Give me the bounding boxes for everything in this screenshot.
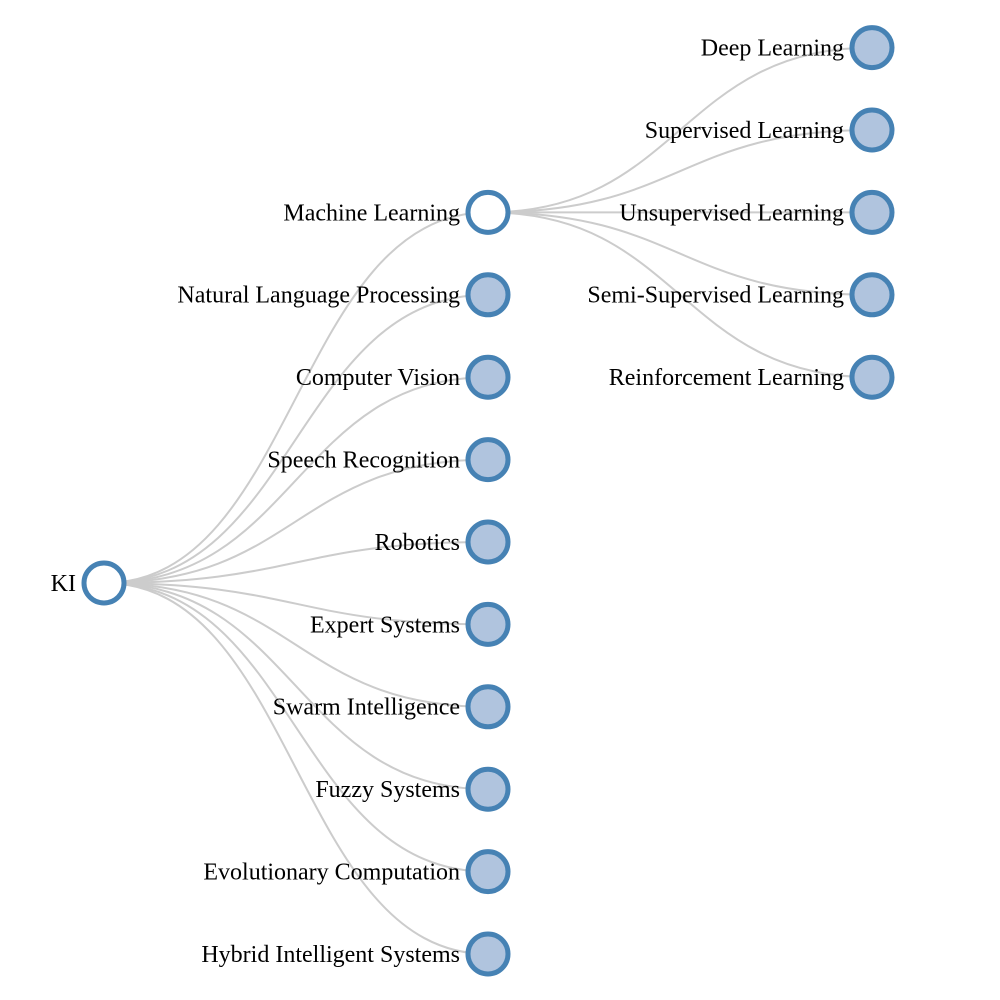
node-label-unsupervised-learning: Unsupervised Learning — [619, 200, 844, 227]
tree-link-swarm-intelligence — [104, 583, 488, 707]
node-label-natural-language-processing: Natural Language Processing — [177, 282, 460, 309]
tree-node-supervised-learning — [645, 110, 892, 150]
tree-link-speech-recognition — [104, 460, 488, 583]
node-label-robotics: Robotics — [374, 529, 460, 556]
node-label-speech-recognition: Speech Recognition — [267, 447, 460, 474]
node-label-supervised-learning: Supervised Learning — [644, 117, 844, 144]
node-circle-evolutionary-computation[interactable] — [468, 852, 508, 892]
tree-node-expert-systems — [310, 604, 508, 644]
node-label-swarm-intelligence: Swarm Intelligence — [272, 694, 460, 721]
tree-node-robotics — [375, 522, 508, 562]
node-label-semi-supervised-learning: Semi-Supervised Learning — [587, 282, 844, 309]
node-label-hybrid-intelligent-systems: Hybrid Intelligent Systems — [201, 941, 460, 968]
node-circle-swarm-intelligence[interactable] — [468, 687, 508, 727]
tree-link-machine-learning — [104, 212, 488, 583]
node-circle-deep-learning[interactable] — [852, 28, 892, 68]
tree-node-hybrid-intelligent-systems — [201, 934, 508, 974]
node-circle-computer-vision[interactable] — [468, 357, 508, 397]
node-label-evolutionary-computation: Evolutionary Computation — [203, 859, 460, 886]
node-label-ki: KI — [50, 570, 76, 597]
node-circle-ki[interactable] — [84, 563, 124, 603]
node-circle-hybrid-intelligent-systems[interactable] — [468, 934, 508, 974]
node-circle-robotics[interactable] — [468, 522, 508, 562]
tree-node-natural-language-processing — [177, 275, 508, 315]
node-label-machine-learning: Machine Learning — [283, 200, 460, 227]
node-label-fuzzy-systems: Fuzzy Systems — [315, 777, 460, 804]
node-circle-machine-learning[interactable] — [468, 192, 508, 232]
tree-node-unsupervised-learning — [619, 192, 892, 232]
tree-link-hybrid-intelligent-systems — [104, 583, 488, 954]
tree-nodes-layer — [51, 28, 892, 974]
tree-node-deep-learning — [701, 28, 892, 68]
node-circle-semi-supervised-learning[interactable] — [852, 275, 892, 315]
tree-links-layer — [104, 48, 872, 954]
node-circle-speech-recognition[interactable] — [468, 440, 508, 480]
node-label-expert-systems: Expert Systems — [310, 612, 460, 639]
node-circle-reinforcement-learning[interactable] — [852, 357, 892, 397]
node-circle-expert-systems[interactable] — [468, 604, 508, 644]
node-circle-natural-language-processing[interactable] — [468, 275, 508, 315]
node-label-computer-vision: Computer Vision — [295, 365, 460, 392]
tree-node-evolutionary-computation — [203, 852, 508, 892]
tree-node-machine-learning — [283, 192, 508, 232]
node-circle-unsupervised-learning[interactable] — [852, 192, 892, 232]
node-circle-fuzzy-systems[interactable] — [468, 769, 508, 809]
node-circle-supervised-learning[interactable] — [852, 110, 892, 150]
node-label-deep-learning: Deep Learning — [700, 35, 844, 62]
tree-node-ki — [51, 563, 124, 603]
tree-node-reinforcement-learning — [609, 357, 892, 397]
node-label-reinforcement-learning: Reinforcement Learning — [608, 365, 844, 392]
